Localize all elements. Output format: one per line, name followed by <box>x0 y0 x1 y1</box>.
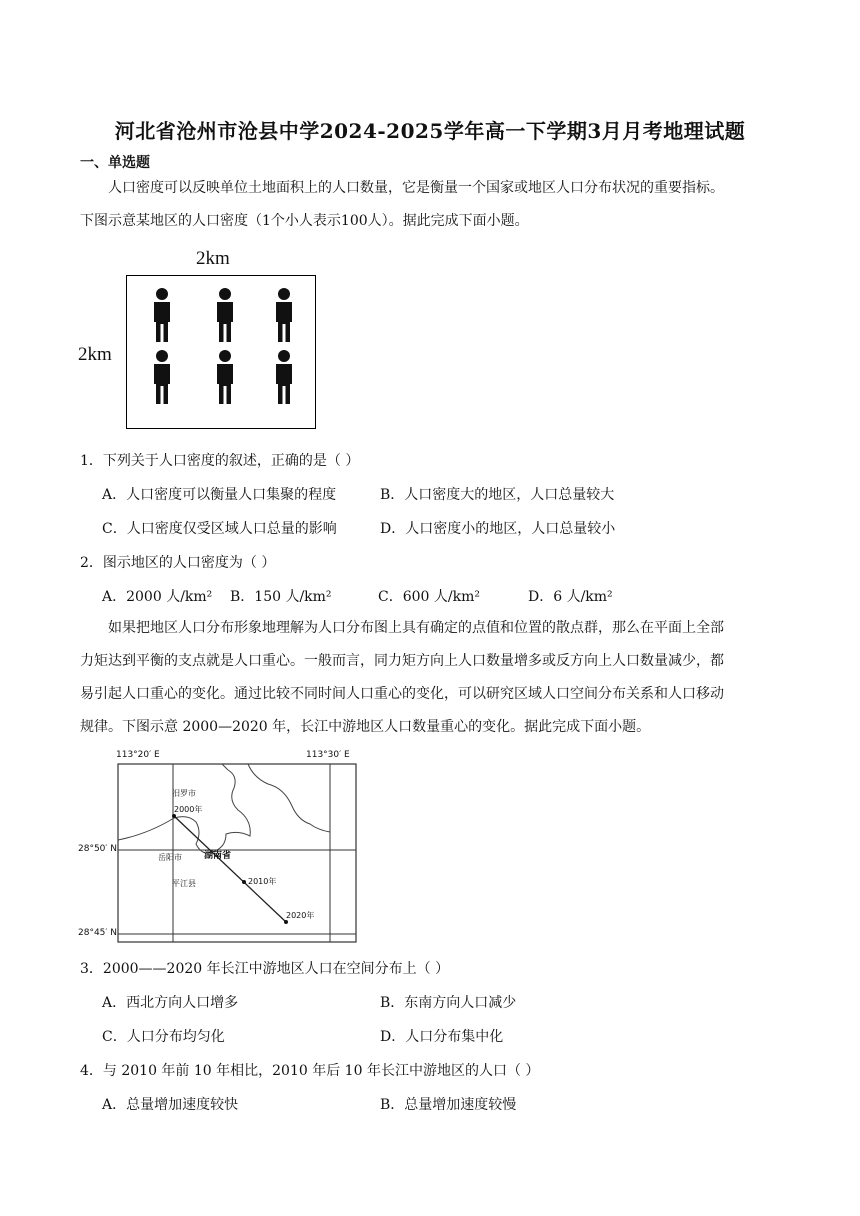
question-4-option-a: A．总量增加速度较快 <box>102 1097 239 1113</box>
population-center-map <box>78 748 368 948</box>
question-3-stem: 3．2000——2020 年长江中游地区人口在空间分布上（ ） <box>80 961 450 977</box>
question-1-stem: 1．下列关于人口密度的叙述，正确的是（ ） <box>80 453 360 469</box>
height-label: 2km <box>78 344 112 365</box>
section-heading: 一、单选题 <box>80 155 150 171</box>
city-label-pingjiang: 平江县 <box>172 879 196 888</box>
question-3-option-c: C．人口分布均匀化 <box>102 1029 225 1045</box>
width-label: 2km <box>196 248 230 269</box>
city-label-miluo: 汨罗市 <box>172 789 196 798</box>
intro2-line1: 如果把地区人口分布形象地理解为人口分布图上具有确定的点值和位置的散点群，那么在平面上全部 <box>108 620 724 636</box>
question-2-option-b: B．150 人/km² <box>230 589 332 605</box>
question-2-stem: 2．图示地区的人口密度为（ ） <box>80 555 276 571</box>
question-3-option-a: A．西北方向人口增多 <box>102 995 239 1011</box>
intro2-line4: 规律。下图示意 2000—2020 年，长江中游地区人口数量重心的变化。据此完成下面小题。 <box>80 719 651 735</box>
question-4-stem: 4．与 2010 年前 10 年相比，2010 年后 10 年长江中游地区的人口（ ） <box>80 1063 540 1079</box>
question-2-option-c: C．600 人/km² <box>378 589 480 605</box>
question-1-option-a: A．人口密度可以衡量人口集聚的程度 <box>102 487 337 503</box>
year-label-2010: 2010年 <box>248 877 277 886</box>
question-1-option-d: D．人口密度小的地区，人口总量较小 <box>380 521 616 537</box>
intro1-line1: 人口密度可以反映单位土地面积上的人口数量，它是衡量一个国家或地区人口分布状况的重要指标。 <box>108 180 724 196</box>
year-label-2000: 2000年 <box>174 805 203 814</box>
question-4-option-b: B．总量增加速度较慢 <box>380 1097 517 1113</box>
area-box <box>126 275 316 429</box>
longitude-label-2: 113°30′ E <box>306 750 350 760</box>
person-icon <box>151 350 173 406</box>
latitude-label-1: 28°50′ N <box>78 844 118 854</box>
density-figure <box>78 248 323 438</box>
intro2-line2: 力矩达到平衡的支点就是人口重心。一般而言，同力矩方向上人口数量增多或反方向上人口数量减少，都 <box>80 653 724 669</box>
city-label-yueyang: 岳阳市 <box>158 853 182 862</box>
intro-paragraph-1-cont <box>80 205 780 238</box>
person-icon <box>214 288 236 344</box>
year-label-2020: 2020年 <box>286 911 315 920</box>
question-3-option-b: B．东南方向人口减少 <box>380 995 517 1011</box>
question-3-option-d: D．人口分布集中化 <box>380 1029 504 1045</box>
question-1-option-b: B．人口密度大的地区，人口总量较大 <box>380 487 615 503</box>
longitude-label-1: 113°20′ E <box>116 750 160 760</box>
question-1-option-c: C．人口密度仅受区域人口总量的影响 <box>102 521 337 537</box>
question-2-option-a: A．2000 人/km² <box>102 589 213 605</box>
person-icon <box>151 288 173 344</box>
province-label: 湖南省 <box>204 851 232 861</box>
question-2-option-d: D．6 人/km² <box>528 589 613 605</box>
person-icon <box>214 350 236 406</box>
person-icon <box>273 288 295 344</box>
page-title: 河北省沧州市沧县中学2024-2025学年高一下学期3月月考地理试题 <box>114 119 746 143</box>
intro1-line2: 下图示意某地区的人口密度（1个小人表示100人）。据此完成下面小题。 <box>80 213 529 229</box>
intro-paragraph-1 <box>80 172 780 205</box>
intro2-line3: 易引起人口重心的变化。通过比较不同时间人口重心的变化，可以研究区域人口空间分布关系和人口移动 <box>80 686 724 702</box>
latitude-label-2: 28°45′ N <box>78 928 118 938</box>
person-icon <box>273 350 295 406</box>
